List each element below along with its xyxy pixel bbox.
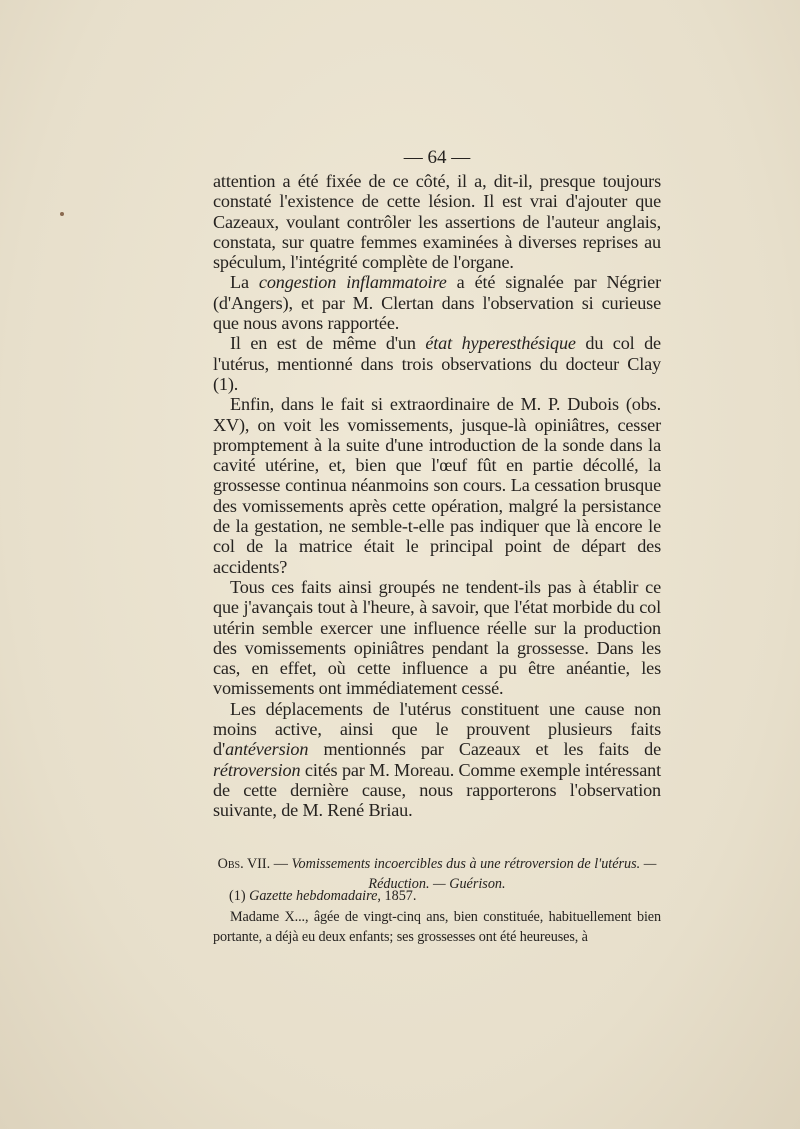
- paragraph-text: mentionnés par Cazeaux et les faits de: [308, 739, 661, 760]
- footnote: [229, 886, 416, 906]
- observation-dash: —: [270, 855, 292, 872]
- italic-term: état hyperesthésique: [425, 333, 576, 354]
- paragraph: [213, 699, 661, 821]
- paragraph: [213, 577, 661, 699]
- italic-term: antéversion: [225, 739, 309, 760]
- observation-title: Vomissements incoercibles dus à une rétroversion de l'utérus. — Réduction. — Guérison.: [291, 855, 657, 892]
- footnote-marker: (1): [229, 888, 250, 904]
- paragraph-text: du col de l'utérus, mentionné dans trois observations du docteur Clay (1).: [213, 333, 661, 394]
- ink-speck: [60, 212, 64, 216]
- page-number: — 64 —: [403, 147, 471, 168]
- paragraph-text: a été signalée par Négrier (d'Angers), et par M. Clertan dans l'observation si curieuse que nous avons rapportée.: [213, 272, 661, 334]
- observation-label: Obs. VII.: [217, 855, 271, 872]
- paragraph-text: Tous ces faits ainsi groupés ne tendent-ils pas à établir ce que j'avançais tout à l'heure, à savoir, que l'état morbide du col utérin semble exercer une influence réelle sur la production des vomissements opiniâtres pendant la grossesse. Dans les cas, en effet, où cette influence a pu être anéantie, les vomissements ont immédiatement cessé.: [213, 576, 661, 699]
- text-block: [213, 145, 661, 947]
- paragraph-text: cités par M. Moreau. Comme exemple intéressant de cette dernière cause, nous rapporterons l'observation suivante, de M. René Briau.: [213, 759, 661, 821]
- body-text: [213, 171, 661, 821]
- italic-term: congestion inflammatoire: [258, 272, 447, 293]
- paragraph-text: La: [230, 272, 259, 293]
- paragraph: [213, 272, 661, 333]
- paragraph: [213, 394, 661, 577]
- paragraph-text: Il en est de même d'un: [230, 333, 426, 354]
- footnote-source: Gazette hebdomadaire: [249, 888, 378, 904]
- paragraph-text: Les déplacements de l'utérus constituent une cause non moins active, ainsi que le prouvent plusieurs faits d': [213, 698, 661, 760]
- case-text: Madame X..., âgée de vingt-cinq ans, bien constituée, habituellement bien portante, a déjà eu deux enfants; ses grossesses ont été heureuses, à: [213, 908, 661, 945]
- paragraph: [213, 333, 661, 394]
- paragraph-text: Enfin, dans le fait si extraordinaire de M. P. Dubois (obs. XV), on voit les vomissements, jusque-là opiniâtres, cesser promptement à la suite d'une introduction de la sonde dans la cavité utérine, et, bien que l'œuf fût en partie décollé, la grossesse continua néanmoins son cours. La cessation brusque des vomissements après cette opération, malgré la persistance de la gestation, ne semble-t-elle pas indiquer que là encore le col de la matrice était le principal point de départ des accidents?: [213, 394, 661, 577]
- paragraph: [213, 171, 661, 272]
- paragraph-text: attention a été fixée de ce côté, il a, dit-il, presque toujours constaté l'existence de cette lésion. Il est vrai d'ajouter que Cazeaux, voulant contrôler les assertions de l'auteur anglais, constata, sur quatre femmes examinées à diverses reprises au spéculum, l'intégrité complète de l'organe.: [213, 171, 661, 273]
- italic-term: rétroversion: [213, 759, 301, 780]
- footnote-year: , 1857.: [377, 888, 417, 904]
